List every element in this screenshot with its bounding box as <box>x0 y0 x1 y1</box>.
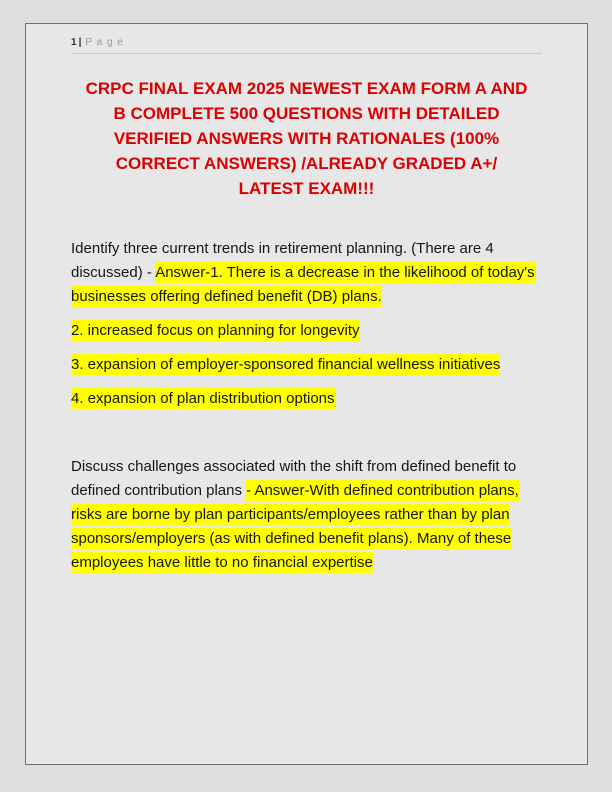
document-page <box>25 23 588 765</box>
paragraph <box>71 353 542 377</box>
header-separator: | <box>78 37 83 48</box>
title-line: CORRECT ANSWERS) /ALREADY GRADED A+/ <box>115 154 498 173</box>
plain-text: Discuss challenges associated with the shift from defined benefit to defined contribution plans <box>71 458 517 499</box>
highlighted-text: 4. expansion of plan distribution options <box>71 390 335 407</box>
plain-text: Identify three current trends in retirement planning. (There are 4 discussed) - <box>71 240 494 281</box>
highlighted-text: 2. increased focus on planning for longevity <box>71 322 360 339</box>
highlighted-text: 3. expansion of employer-sponsored financial wellness initiatives <box>71 356 501 373</box>
paragraph <box>71 455 542 575</box>
title-line: CRPC FINAL EXAM 2025 NEWEST EXAM FORM A AND <box>85 79 528 98</box>
title-line: B COMPLETE 500 QUESTIONS WITH DETAILED <box>113 104 500 123</box>
title-line: VERIFIED ANSWERS WITH RATIONALES (100% <box>113 129 500 148</box>
highlighted-text: Answer-1. There is a decrease in the likelihood of today's businesses offering defined benefit (DB) plans. <box>71 264 535 305</box>
document-body <box>71 237 542 575</box>
blank-line <box>71 421 542 445</box>
paragraph <box>71 387 542 411</box>
highlighted-text: - Answer-With defined contribution plans, risks are borne by plan participants/employees rather than by plan sponsors/employers (as with defined benefit plans). Many of these employees have little to no financial expertise <box>71 482 519 571</box>
page-label: P a g e <box>85 37 124 48</box>
page-header <box>71 37 542 54</box>
paragraph <box>71 319 542 343</box>
page-number: 1 <box>71 37 77 48</box>
title-line: LATEST EXAM!!! <box>238 179 375 198</box>
page-content <box>26 37 587 575</box>
document-title <box>71 76 542 201</box>
paragraph <box>71 237 542 309</box>
